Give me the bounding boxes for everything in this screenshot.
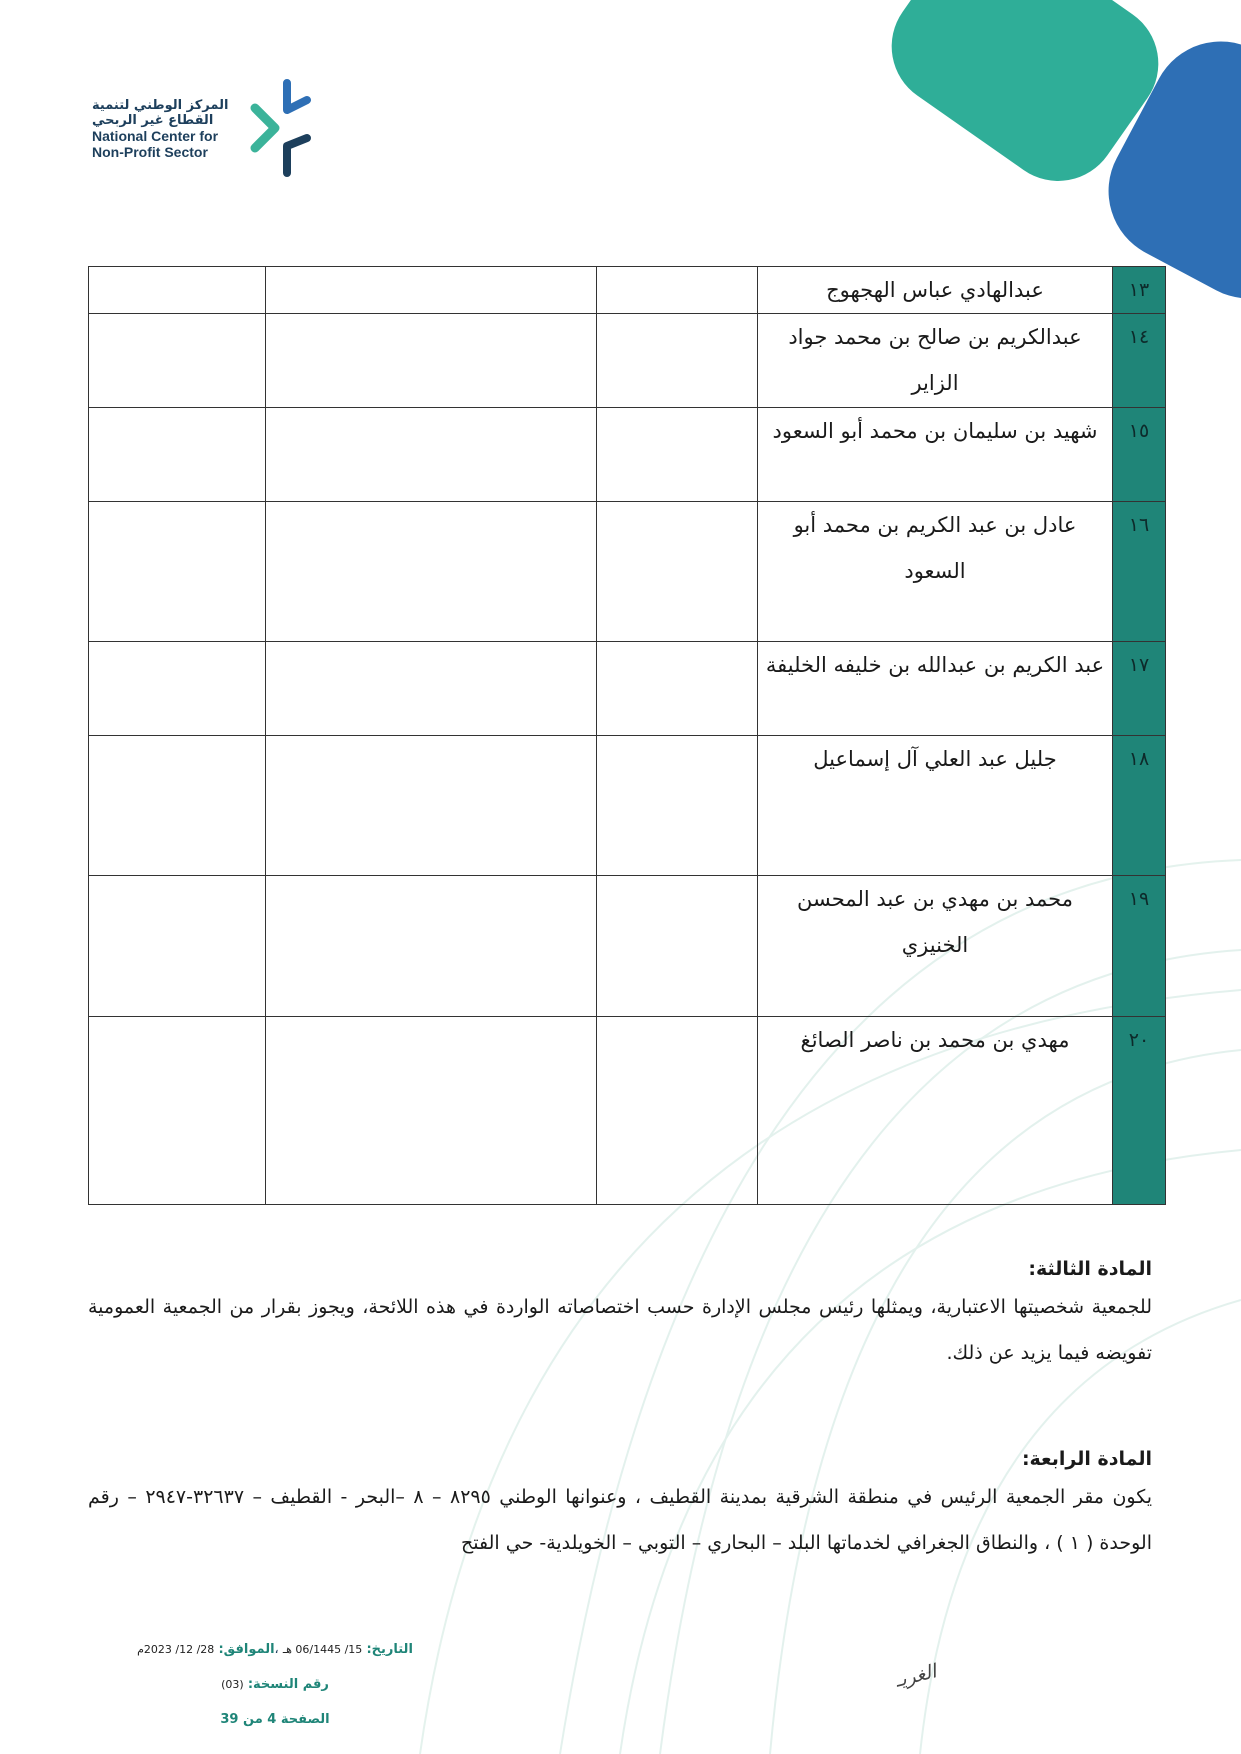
logo-en-line1: National Center for: [92, 128, 219, 144]
member-name: عبدالكريم بن صالح بن محمد جواد الزاير: [758, 314, 1113, 408]
corresponding-value: 28/ 12/ 2023م: [137, 1643, 215, 1656]
date-value: 15/ 06/1445 هـ: [282, 1643, 363, 1656]
footer-version-line: [85, 1675, 465, 1694]
member-name: عبدالهادي عباس الهجهوج: [758, 267, 1113, 314]
empty-cell: [89, 502, 266, 642]
page-footer: [85, 1640, 465, 1745]
table-row: [89, 1017, 1166, 1205]
article-three-text: للجمعية شخصيتها الاعتبارية، ويمثلها رئيس مجلس الإدارة حسب اختصاصاته الواردة في هذه اللائحة، ويجوز بقرار من الجمعية العمومية تفويضه فيما يزيد عن ذلك.: [88, 1296, 1152, 1364]
empty-cell: [89, 267, 266, 314]
footer-date-line: التاريخ: 15/ 06/1445 هـ ،الموافق: 28/ 12/ 2023م: [137, 1642, 413, 1657]
logo-ar-line1: المركز الوطني لتنمية: [92, 98, 229, 113]
empty-cell: [597, 408, 758, 502]
member-name: عبد الكريم بن عبدالله بن خليفه الخليفة: [758, 642, 1113, 736]
row-number: ١٨: [1113, 736, 1166, 876]
row-number: ١٦: [1113, 502, 1166, 642]
article-three-title: المادة الثالثة:: [1028, 1258, 1152, 1280]
member-name: مهدي بن محمد بن ناصر الصائغ: [758, 1017, 1113, 1205]
empty-cell: [597, 642, 758, 736]
logo-text: [92, 98, 242, 160]
members-table: [88, 266, 1166, 1205]
member-name: جليل عبد العلي آل إسماعيل: [758, 736, 1113, 876]
logo-en-line2: Non-Profit Sector: [92, 144, 208, 160]
page-number: الصفحة 4 من 39: [220, 1712, 330, 1727]
empty-cell: [597, 314, 758, 408]
table-row: [89, 736, 1166, 876]
empty-cell: [266, 267, 597, 314]
table-row: [89, 267, 1166, 314]
empty-cell: [89, 876, 266, 1017]
row-number: ١٩: [1113, 876, 1166, 1017]
logo-ar-line2: القطاع غير الربحي: [92, 113, 214, 128]
organization-logo: [92, 78, 332, 183]
empty-cell: [89, 642, 266, 736]
logo-mark-icon: [247, 78, 317, 178]
version-value: (03): [221, 1678, 244, 1691]
article-four-text: يكون مقر الجمعية الرئيس في منطقة الشرقية بمدينة القطيف ، وعنوانها الوطني ٨٢٩٥ – ٨ –البحر - القطيف – ٣٢٦٣٧-٢٩٤٧ – رقم الوحدة ( ١ ) ، والنطاق الجغرافي لخدماتها البلد – البحاري – التوبي – الخويلدية- حي الفتح: [88, 1486, 1152, 1554]
row-number: ١٣: [1113, 267, 1166, 314]
corresponding-label: الموافق:: [218, 1642, 275, 1657]
table-row: [89, 408, 1166, 502]
article-four-title: المادة الرابعة:: [1021, 1448, 1152, 1470]
table-row: [89, 314, 1166, 408]
empty-cell: [597, 267, 758, 314]
row-number: ١٥: [1113, 408, 1166, 502]
row-number: ١٤: [1113, 314, 1166, 408]
empty-cell: [266, 408, 597, 502]
empty-cell: [597, 876, 758, 1017]
empty-cell: [89, 314, 266, 408]
empty-cell: [266, 736, 597, 876]
member-name: عادل بن عبد الكريم بن محمد أبو السعود: [758, 502, 1113, 642]
empty-cell: [266, 1017, 597, 1205]
signature: الغريـ: [892, 1660, 939, 1692]
empty-cell: [266, 876, 597, 1017]
article-four: [88, 1448, 1152, 1566]
version-label: رقم النسخة:: [247, 1677, 329, 1692]
row-number: ١٧: [1113, 642, 1166, 736]
table-row: [89, 876, 1166, 1017]
article-three: [88, 1258, 1152, 1376]
empty-cell: [89, 1017, 266, 1205]
empty-cell: [266, 642, 597, 736]
member-name: محمد بن مهدي بن عبد المحسن الخنيزي: [758, 876, 1113, 1017]
footer-page-line: [85, 1710, 465, 1729]
empty-cell: [597, 1017, 758, 1205]
empty-cell: [597, 736, 758, 876]
table-row: [89, 642, 1166, 736]
date-label: التاريخ:: [366, 1642, 413, 1657]
member-name: شهيد بن سليمان بن محمد أبو السعود: [758, 408, 1113, 502]
empty-cell: [597, 502, 758, 642]
empty-cell: [266, 502, 597, 642]
row-number: ٢٠: [1113, 1017, 1166, 1205]
empty-cell: [266, 314, 597, 408]
empty-cell: [89, 736, 266, 876]
table-row: [89, 502, 1166, 642]
empty-cell: [89, 408, 266, 502]
